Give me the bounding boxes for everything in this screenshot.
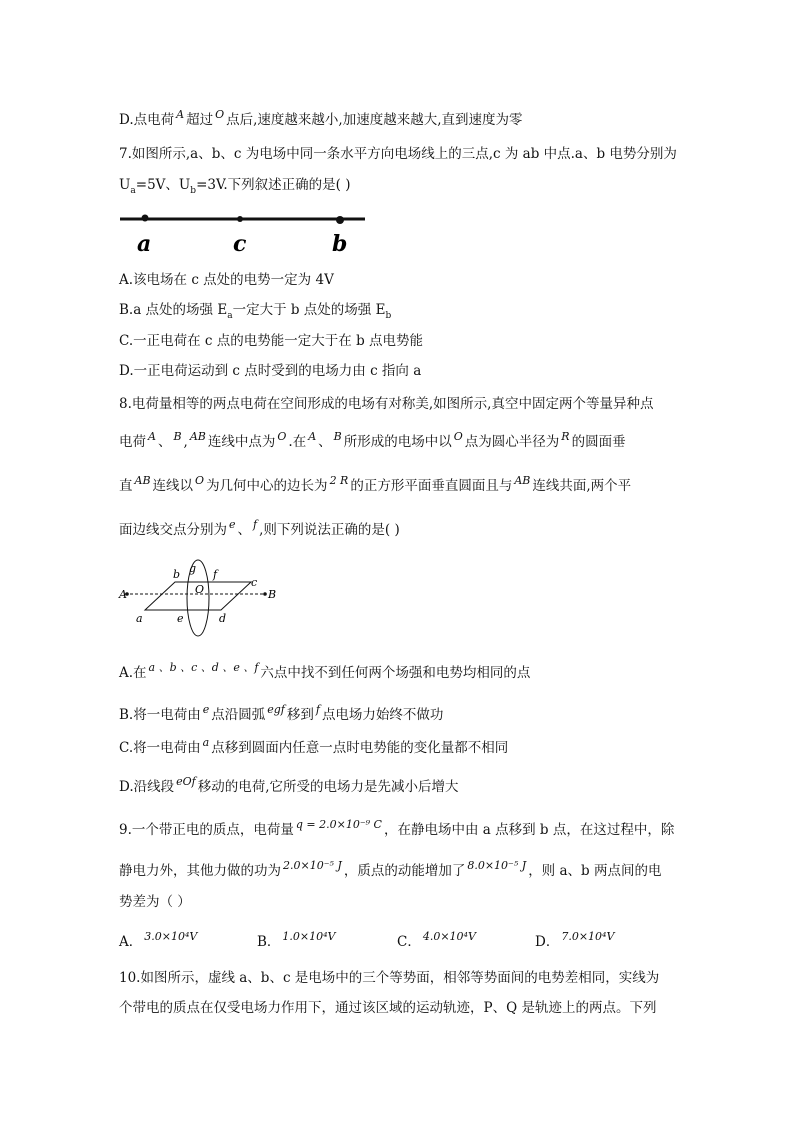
text: 超过 — [186, 112, 214, 128]
text: U — [119, 177, 131, 193]
math-var: B — [333, 430, 342, 443]
math-var: B — [173, 430, 182, 443]
label-d: d — [219, 612, 227, 625]
text: 所形成的电场中以 — [343, 434, 452, 450]
label-b: b — [332, 231, 348, 257]
math-var: f — [315, 703, 320, 716]
q9-option-d — [535, 930, 616, 952]
text: =5V、U — [135, 177, 191, 193]
math-var: egf — [267, 703, 285, 716]
math-var: AB — [514, 474, 531, 487]
point-b — [336, 216, 344, 224]
text: A． — [119, 934, 143, 950]
math-var: O — [453, 430, 463, 443]
text: 静电力外，其他力做的功为 — [119, 863, 281, 879]
math-var: AB — [134, 474, 151, 487]
math-var: O — [277, 430, 287, 443]
text: ，质点的动能增加了 — [343, 863, 466, 879]
math-var: e — [229, 518, 236, 531]
math-var: AB — [189, 430, 206, 443]
point-a — [142, 215, 149, 222]
text: ，在静电场中由 a 点移到 b 点，在这过程中，除 — [383, 822, 675, 838]
math-var: A — [308, 430, 317, 443]
q7-stem-line2 — [119, 176, 350, 196]
text: 、 — [318, 434, 332, 450]
math-var: eOf — [176, 775, 196, 788]
label-b: b — [173, 568, 181, 581]
text: D． — [535, 934, 560, 950]
text: 移动的电荷,它所受的电场力是先减小后增大 — [197, 779, 459, 795]
text: 连线以 — [152, 478, 194, 494]
math-expr: 3.0×10⁴V — [144, 930, 198, 943]
text: 的圆面垂 — [571, 434, 626, 450]
math-expr: 1.0×10⁴V — [282, 930, 336, 943]
text: .在 — [288, 434, 307, 450]
math-var: A — [148, 430, 156, 443]
subscript: b — [385, 311, 392, 321]
text: ,则下列说法正确的是( ) — [259, 522, 400, 538]
text: 的正方形平面垂直圆面且与 — [350, 478, 513, 494]
math-var: f — [253, 518, 258, 531]
text: 、 — [157, 434, 172, 450]
point-c — [237, 216, 243, 222]
q7-field-line-figure — [115, 205, 375, 260]
text: , — [183, 434, 188, 450]
q8-stem-line4 — [119, 518, 400, 540]
text: ，则 a、b 两点间的电 — [528, 863, 662, 879]
text: 9.一个带正电的质点，电荷量 — [119, 822, 294, 838]
math-var: e — [202, 703, 210, 716]
math-expr: 7.0×10⁴V — [561, 930, 615, 943]
text: C.将一电荷由 — [119, 740, 201, 756]
text: D.沿线段 — [119, 779, 175, 795]
text: C． — [397, 934, 421, 950]
q8-option-b — [119, 703, 444, 725]
q9-option-b — [257, 930, 337, 952]
q8-figure — [115, 556, 285, 640]
text: 点后,速度越来越小,加速度越来越大,直到速度为零 — [226, 112, 523, 128]
q10-stem-line2: 个带电的质点在仅受电场力作用下，通过该区域的运动轨迹，P、Q 是轨迹上的两点。下列 — [119, 1000, 657, 1016]
q7-stem-line1: 7.如图所示,a、b、c 为电场中同一条水平方向电场线上的三点,c 为 ab 中点.a、b 电势分别为 — [119, 146, 677, 162]
text: B.将一电荷由 — [119, 707, 201, 723]
label-c: c — [233, 231, 247, 257]
label-B: B — [268, 588, 277, 601]
text: 直 — [119, 478, 133, 494]
text: =3V.下列叙述正确的是( ) — [196, 177, 351, 193]
q8-stem-line2 — [119, 430, 626, 452]
q9-option-c — [397, 930, 478, 952]
math-expr: q = 2.0×10⁻⁹ C — [295, 818, 382, 831]
q10-stem-line1: 10.如图所示，虚线 a、b、c 是电场中的三个等势面，相邻等势面间的电势差相同，实线为 — [119, 970, 660, 986]
math-expr: 4.0×10⁴V — [422, 930, 476, 943]
text: 连线共面,两个平 — [532, 478, 632, 494]
text: 电荷 — [119, 434, 146, 450]
q9-stem-line1 — [119, 818, 675, 840]
text: B． — [257, 934, 281, 950]
q6-option-d — [119, 108, 523, 130]
label-c: c — [251, 576, 258, 589]
text: 连线中点为 — [207, 434, 276, 450]
label-a: a — [137, 231, 152, 257]
text: 面边线交点分别为 — [119, 522, 227, 538]
q8-option-d — [119, 775, 459, 797]
text: 点电场力始终不做功 — [321, 707, 444, 723]
math-var: A — [176, 108, 185, 121]
label-f: f — [213, 568, 218, 581]
q9-stem-line3: 势差为（ ） — [119, 894, 191, 910]
math-var: 2 R — [329, 474, 349, 487]
math-expr: 2.0×10⁻⁵ J — [283, 859, 342, 872]
math-var: a — [202, 736, 210, 749]
text: 点沿圆弧 — [211, 707, 266, 723]
text: 点为圆心半径为 — [464, 434, 560, 450]
subscript: b — [190, 186, 197, 196]
label-A: A — [119, 588, 127, 601]
q7-option-a: A.该电场在 c 点处的电势一定为 4V — [119, 272, 334, 288]
math-var: O — [215, 108, 225, 121]
text: A.在 — [119, 665, 147, 681]
text: 点移到圆面内任意一点时电势能的变化量都不相同 — [211, 740, 509, 756]
label-g: g — [189, 562, 197, 575]
q7-option-b — [119, 301, 391, 321]
q8-stem-line1: 8.电荷量相等的两点电荷在空间形成的电场有对称美,如图所示,真空中固定两个等量异种点 — [119, 396, 654, 412]
q9-stem-line2 — [119, 859, 662, 881]
q9-option-a — [119, 930, 199, 952]
text: 六点中找不到任何两个场强和电势均相同的点 — [260, 665, 531, 681]
charge-b-dot — [263, 592, 267, 596]
q8-option-a — [119, 661, 531, 683]
label-e: e — [177, 612, 184, 625]
q8-stem-line3 — [119, 474, 632, 496]
text: 为几何中心的边长为 — [206, 478, 328, 494]
math-var: R — [561, 430, 570, 443]
text: 一定大于 b 点处的场强 E — [232, 302, 386, 318]
text: D.点电荷 — [119, 112, 175, 128]
q8-option-c — [119, 736, 509, 758]
math-var: O — [195, 474, 205, 487]
text: 移到 — [286, 707, 314, 723]
subscript: a — [227, 311, 233, 321]
q7-option-c: C.一正电荷在 c 点的电势能一定大于在 b 点电势能 — [119, 333, 424, 349]
subscript: a — [130, 186, 136, 196]
text: 、 — [237, 522, 252, 538]
math-var: a 、b 、c 、d 、e 、f — [148, 661, 259, 674]
label-a: a — [136, 612, 143, 625]
math-expr: 8.0×10⁻⁵ J — [467, 859, 527, 872]
q7-option-d: D.一正电荷运动到 c 点时受到的电场力由 c 指向 a — [119, 363, 422, 379]
text: B.a 点处的场强 E — [119, 302, 228, 318]
label-O: O — [195, 583, 205, 596]
